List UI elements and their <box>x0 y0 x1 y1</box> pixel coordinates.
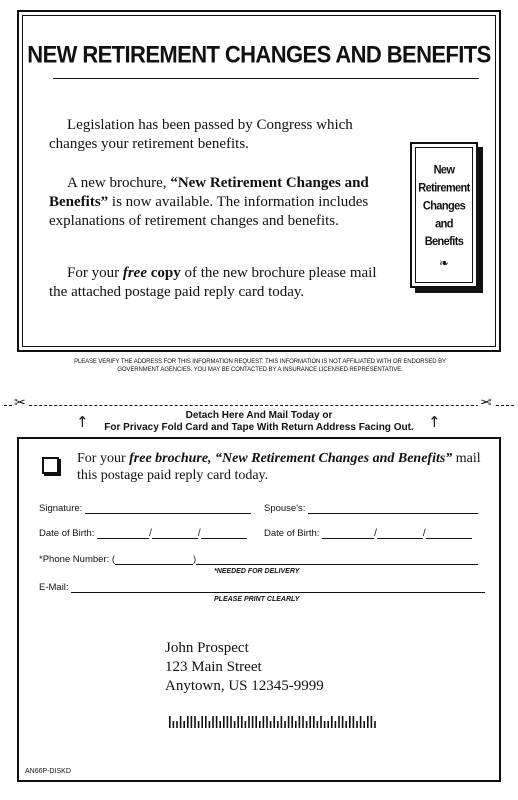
barcode-bar <box>356 721 358 728</box>
barcode-bar <box>291 716 293 728</box>
spouse-dob-day-field[interactable] <box>377 529 423 539</box>
cut-line <box>4 405 514 406</box>
barcode-bar <box>205 716 207 728</box>
info-box <box>17 10 501 352</box>
headline: NEW RETIREMENT CHANGES AND BENEFITS <box>27 40 491 69</box>
barcode-bar <box>277 721 279 728</box>
brochure-title-line: Changes <box>422 199 466 213</box>
brochure-title <box>412 161 476 251</box>
address-street: 123 Main Street <box>165 659 262 675</box>
paragraph-free-post: of the new brochure please mail the attached postage paid reply card today. <box>49 265 377 300</box>
arrow-up-icon: ↑ <box>76 413 89 431</box>
barcode-bar <box>245 721 247 728</box>
barcode-bar <box>327 721 329 728</box>
barcode-bar <box>302 716 304 728</box>
barcode-bar <box>252 716 254 728</box>
postal-barcode <box>169 716 384 728</box>
barcode-bar <box>234 721 236 728</box>
paragraph-legislation-text: Legislation has been passed by Congress which changes your retirement benefits. <box>49 117 353 152</box>
spouse-signature-field[interactable] <box>308 504 478 514</box>
barcode-bar <box>317 721 319 728</box>
barcode-bar <box>324 721 326 728</box>
barcode-bar <box>169 716 171 728</box>
phone-note: *NEEDED FOR DELIVERY <box>214 568 300 575</box>
email-field[interactable] <box>71 583 485 593</box>
phone-paren: ) <box>193 554 197 565</box>
barcode-bar <box>248 716 250 728</box>
email-row <box>39 582 485 593</box>
signature-label: Signature: <box>39 503 83 514</box>
email-note: PLEASE PRINT CLEARLY <box>214 596 300 603</box>
barcode-bar <box>216 716 218 728</box>
barcode-bar <box>180 716 182 728</box>
brochure-title-line: Retirement <box>418 181 470 195</box>
paragraph-free-pre: For your <box>67 265 123 281</box>
barcode-bar <box>259 721 261 728</box>
spouse-dob-label: Date of Birth: <box>264 528 320 539</box>
barcode-bar <box>270 721 272 728</box>
card-intro-post: mail this postage paid reply card today. <box>77 451 481 483</box>
brochure-title-line: New <box>433 163 455 177</box>
barcode-bar <box>342 716 344 728</box>
detach-instructions <box>0 410 518 434</box>
spouse-dob-row: Date of Birth: / / <box>264 528 472 539</box>
address-name: John Prospect <box>165 640 249 656</box>
barcode-bar <box>255 716 257 728</box>
barcode-bar <box>345 721 347 728</box>
paragraph-brochure <box>49 174 379 231</box>
paragraph-legislation <box>49 116 379 154</box>
headline-rule <box>53 78 479 79</box>
barcode-bar <box>320 716 322 728</box>
dob-row: Date of Birth: / / <box>39 528 247 539</box>
barcode-bar <box>223 716 225 728</box>
barcode-bar <box>212 716 214 728</box>
scissors-icon: ✂ <box>14 396 26 411</box>
barcode-bar <box>309 716 311 728</box>
barcode-bar <box>230 716 232 728</box>
copy-word: copy <box>147 265 181 281</box>
dob-year-field[interactable] <box>201 529 247 539</box>
barcode-bar <box>338 716 340 728</box>
brochure-name: “New Retirement Changes and Benefits” <box>49 175 369 210</box>
address-city-state-zip: Anytown, US 12345-9999 <box>165 678 324 694</box>
card-intro-italic: free brochure, “New Retirement Changes and Benefits” <box>129 451 453 466</box>
barcode-bar <box>353 716 355 728</box>
free-word: free <box>122 265 147 281</box>
detach-line-1: Detach Here And Mail Today or <box>185 410 333 421</box>
barcode-bar <box>209 721 211 728</box>
barcode-bar <box>266 716 268 728</box>
scissors-icon: ✂ <box>480 396 492 411</box>
dob-month-field[interactable] <box>97 529 149 539</box>
barcode-bar <box>367 716 369 728</box>
dob-day-field[interactable] <box>152 529 198 539</box>
barcode-bar <box>227 716 229 728</box>
arrow-up-icon: ↑ <box>428 413 441 431</box>
barcode-bar <box>306 721 308 728</box>
barcode-bar <box>198 721 200 728</box>
barcode-bar <box>201 716 203 728</box>
barcode-bar <box>284 721 286 728</box>
barcode-bar <box>281 716 283 728</box>
barcode-bar <box>183 721 185 728</box>
phone-label: *Phone Number: ( <box>39 554 116 565</box>
barcode-bar <box>374 721 376 728</box>
brochure-title-line: and <box>435 217 453 231</box>
request-checkbox[interactable] <box>42 457 59 474</box>
barcode-bar <box>331 716 333 728</box>
card-intro-pre: For your <box>77 451 130 466</box>
disclaimer: PLEASE VERIFY THE ADDRESS FOR THIS INFORMATION REQUEST. THIS INFORMATION IS NOT AFFILIATED WITH OR ENDORSED BY GOVERNMENT AGENCIES. YOU MAY BE CONTACTED BY A INSURANCE LICENSED REPRESENTATIVE. <box>74 359 446 373</box>
paragraph-brochure-post: is now available. The information includes explanations of retirement changes and benefits. <box>49 194 369 229</box>
barcode-bar <box>360 716 362 728</box>
barcode-bar <box>371 716 373 728</box>
mailing-address <box>165 639 324 696</box>
brochure-thumbnail <box>410 142 478 288</box>
phone-number-field[interactable] <box>196 555 478 565</box>
spouse-row <box>264 503 478 514</box>
barcode-bar <box>173 721 175 728</box>
dob-label: Date of Birth: <box>39 528 95 539</box>
card-intro <box>77 450 487 484</box>
barcode-bar <box>219 721 221 728</box>
signature-field[interactable] <box>85 504 251 514</box>
reply-card <box>17 437 501 782</box>
phone-row <box>39 554 478 565</box>
detach-line-2: For Privacy Fold Card and Tape With Return Address Facing Out. <box>104 422 414 433</box>
barcode-bar <box>191 716 193 728</box>
barcode-bar <box>295 721 297 728</box>
email-label: E-Mail: <box>39 582 69 593</box>
barcode-bar <box>241 716 243 728</box>
brochure-title-line: Benefits <box>424 235 464 249</box>
barcode-bar <box>263 716 265 728</box>
form-code: AN66P-DISKD <box>25 768 71 775</box>
paragraph-free-copy <box>49 264 379 302</box>
signature-row <box>39 503 251 514</box>
fleuron-icon: ❧ <box>438 256 450 270</box>
barcode-bar <box>237 716 239 728</box>
barcode-bar <box>363 721 365 728</box>
barcode-bar <box>273 716 275 728</box>
barcode-bar <box>187 716 189 728</box>
phone-area-code-field[interactable] <box>115 555 193 565</box>
barcode-bar <box>288 716 290 728</box>
barcode-bar <box>299 716 301 728</box>
barcode-bar <box>313 716 315 728</box>
barcode-bar <box>176 721 178 728</box>
barcode-bar <box>194 716 196 728</box>
spouse-dob-month-field[interactable] <box>322 529 374 539</box>
barcode-bar <box>335 721 337 728</box>
paragraph-brochure-pre: A new brochure, <box>67 175 171 191</box>
spouse-dob-year-field[interactable] <box>426 529 472 539</box>
barcode-bar <box>349 716 351 728</box>
spouse-label: Spouse's: <box>264 503 306 514</box>
